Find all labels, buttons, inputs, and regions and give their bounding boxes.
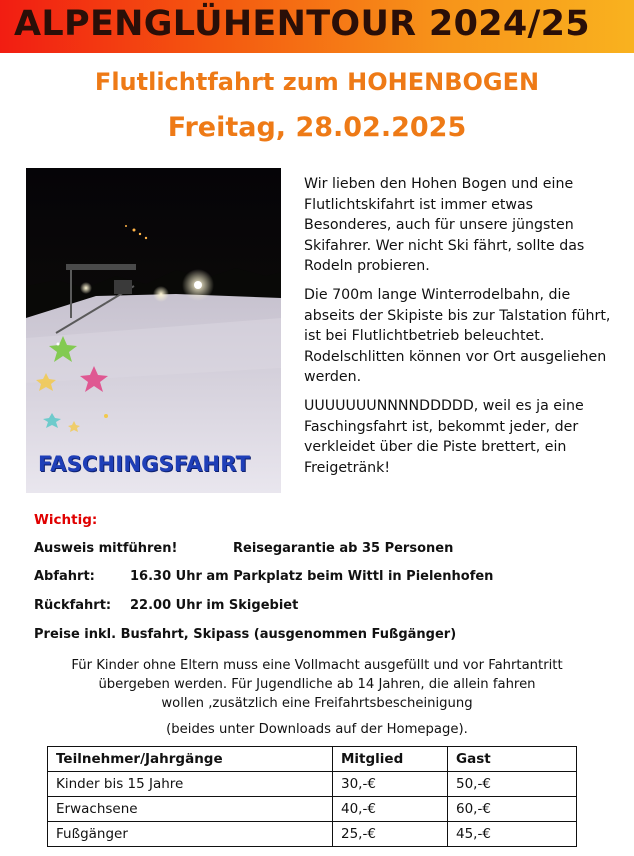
row-category: Erwachsene — [48, 797, 333, 822]
prices-note: Preise inkl. Busfahrt, Skipass (ausgenommen Fußgänger) — [34, 627, 457, 642]
notice-line-4: (beides unter Downloads auf der Homepage). — [166, 722, 468, 737]
price-table-header-row — [48, 747, 577, 772]
row-member-price: 40,-€ — [333, 797, 448, 822]
night-ski-slope-image — [26, 168, 281, 493]
row-member-price: 25,-€ — [333, 822, 448, 847]
departure-label: Abfahrt: — [34, 569, 95, 584]
row-guest-price: 60,-€ — [448, 797, 577, 822]
event-subtitle: Flutlichtfahrt zum HOHENBOGEN — [94, 68, 540, 96]
table-row — [48, 772, 577, 797]
table-row — [48, 797, 577, 822]
row-member-price: 30,-€ — [333, 772, 448, 797]
page-title: ALPENGLÜHENTOUR 2024/25 — [14, 4, 590, 44]
row-category: Kinder bis 15 Jahre — [48, 772, 333, 797]
departure-row — [34, 569, 494, 584]
row-category: Fußgänger — [48, 822, 333, 847]
notice-line-3: wollen ,zusätzlich eine Freifahrtsbescheinigung — [161, 696, 473, 711]
return-label: Rückfahrt: — [34, 598, 112, 613]
title-banner — [0, 0, 634, 53]
return-value: 22.00 Uhr im Skigebiet — [130, 598, 299, 613]
photo-caption: FASCHINGSFAHRT — [38, 452, 251, 476]
header-member: Mitglied — [333, 747, 448, 772]
parental-consent-notice — [30, 656, 604, 713]
id-required-text: Ausweis mitführen! — [34, 541, 178, 556]
warning-label: Wichtig: — [34, 512, 98, 528]
table-row — [48, 822, 577, 847]
departure-value: 16.30 Uhr am Parkplatz beim Wittl in Pielenhofen — [130, 569, 494, 584]
description-paragraph-2: Die 700m lange Winterrodelbahn, die abseits der Skipiste bis zur Talstation führt, ist bei Flutlichtbetrieb beleuchtet. Rodelschlitten können vor Ort ausgeliehen werden. — [304, 286, 611, 386]
row-guest-price: 45,-€ — [448, 822, 577, 847]
return-row — [34, 598, 299, 613]
event-photo — [26, 168, 281, 493]
notice-line-1: Für Kinder ohne Eltern muss eine Vollmacht ausgefüllt und vor Fahrtantritt — [71, 658, 563, 673]
guarantee-text: Reisegarantie ab 35 Personen — [233, 541, 454, 556]
description-paragraph-1: Wir lieben den Hohen Bogen und eine Flutlichtskifahrt ist immer etwas Besonderes, auch für unsere jüngsten Skifahrer. Wer nicht Ski fährt, sollte das Rodeln probieren. — [304, 176, 585, 275]
price-table — [47, 746, 577, 847]
notice-line-2: übergeben werden. Für Jugendliche ab 14 Jahren, die allein fahren — [98, 677, 536, 692]
header-guest: Gast — [448, 747, 577, 772]
event-date: Freitag, 28.02.2025 — [167, 112, 467, 143]
description-paragraph-3: UUUUUUUNNNNDDDDD, weil es ja eine Faschingsfahrt ist, bekommt jeder, der verkleidet über die Piste brettert, ein Freigetränk! — [304, 397, 584, 476]
row-guest-price: 50,-€ — [448, 772, 577, 797]
header-participants: Teilnehmer/Jahrgänge — [48, 747, 333, 772]
event-description — [304, 174, 622, 486]
id-and-guarantee-row — [34, 541, 454, 556]
